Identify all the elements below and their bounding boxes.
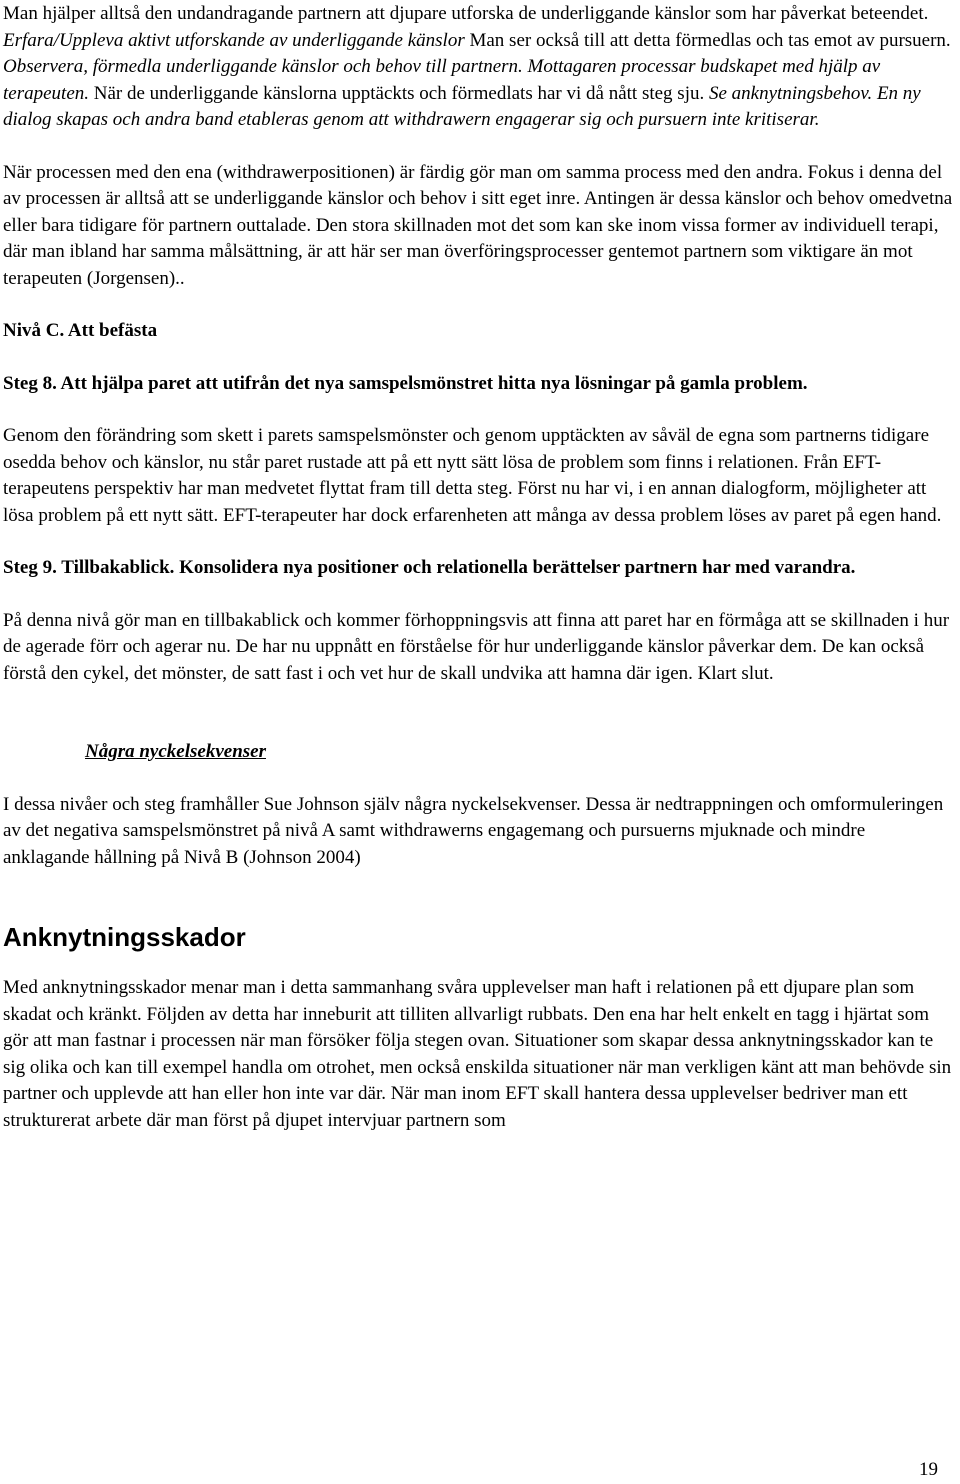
step-9-heading: Steg 9. Tillbakablick. Konsolidera nya positioner och relationella berättelser partnern har med varandra. — [3, 557, 856, 578]
paragraph-attachment-injuries: Med anknytningsskador menar man i detta sammanhang svåra upplevelser man haft i relationen på ett djupare plan som skadat och kränkt. Följden av detta har inneburit att tilliten allvarligt rubbats. Den ena har helt enkelt en tagg i hjärtat som gör att man fastnar i processen när man försöker följa stegen ovan. Situationer som skapar dessa anknytningsskador kan te sig olika och kan till exempel handla om otrohet, men också enskilda situationer när man verkligen känt att man behövde sin partner och upplevde att han eller hon inte var där. När man inom EFT skall hantera dessa upplevelser bedriver man ett strukturerat arbete där man först på djupet intervjuar partnern som — [3, 977, 952, 1131]
italic-sentence: Se anknytningsbehov. En ny dialog skapas och andra band etableras genom att withdrawern engagerar sig och pursuern inte kritiserar. — [3, 82, 921, 130]
key-sequences-heading: Några nyckelsekvenser — [85, 741, 266, 762]
paragraph-step-8: Genom den förändring som skett i parets samspelsmönster och genom upptäckten av såväl de egna som partnerns tidigare osedda behov och känslor, nu står paret rustade att på ett nytt sätt lösa de problem som finns i relationen. Från EFT-terapeutens perspektiv har man medvetet flyttat fram till detta steg. Först nu har vi, i en annan dialogform, möjligheter att lösa problem på ett nytt sätt. EFT-terapeuter har dock erfarenheten att många av dessa problem löses av paret på egen hand. — [3, 425, 942, 526]
page-number: 19 — [919, 1459, 938, 1480]
step-8-heading: Steg 8. Att hjälpa paret att utifrån det nya samspelsmönstret hitta nya lösningar på gamla problem. — [3, 372, 808, 394]
section-heading: Anknytningsskador — [3, 922, 246, 952]
document-page — [3, 1, 955, 1134]
italic-sentence: Observera, förmedla underliggande känslor och behov till partnern. Mottagaren processar budskapet med hjälp av terapeuten. — [3, 56, 881, 104]
paragraph-second-partner: När processen med den ena (withdrawerpositionen) är färdig gör man om samma process med den andra. Fokus i denna del av processen är alltså att se underliggande känslor och behov i sitt eget inre. Antingen är dessa känslor och behov omedvetna eller bara tidigare för partnern outtalade. Den stora skillnaden mot det som kan ske inom vissa former av individuell terapi, där man ibland har samma målsättning, är att här ser man överföringsprocesser gentemot partnern som viktigare än mot terapeuten (Jorgensen).. — [3, 161, 953, 289]
sentence: Man hjälper alltså den undandragande partnern att djupare utforska de underliggande känslor som har påverkat beteendet. — [3, 3, 929, 24]
sentence: När de underliggande känslorna upptäckts och förmedlats har vi då nått steg sju. — [93, 82, 705, 104]
sentence: Man ser också till att detta förmedlas och tas emot av pursuern. — [469, 29, 951, 51]
paragraph-key-sequences: I dessa nivåer och steg framhåller Sue Johnson själv några nyckelsekvenser. Dessa är nedtrappningen och omformuleringen av det negativa samspelsmönstret på nivå A samt withdrawerns engagemang och pursuerns mjuknade och mindre anklagande hållning på Nivå B (Johnson 2004) — [3, 793, 944, 868]
level-c-heading: Nivå C. Att befästa — [3, 320, 158, 341]
paragraph-withdrawer-exploration — [3, 1, 955, 134]
italic-sentence: Erfara/Uppleva aktivt utforskande av underliggande känslor — [3, 29, 465, 51]
paragraph-step-9: På denna nivå gör man en tillbakablick och kommer förhoppningsvis att finna att paret har en förmåga att se skillnaden i hur de agerade förr och agerar nu. De har nu uppnått en förståelse för hur underliggande känslor påverkar dem. De kan också förstå den cykel, det mönster, de satt fast i och vet hur de skall undvika att hamna där igen. Klart slut. — [3, 609, 950, 684]
